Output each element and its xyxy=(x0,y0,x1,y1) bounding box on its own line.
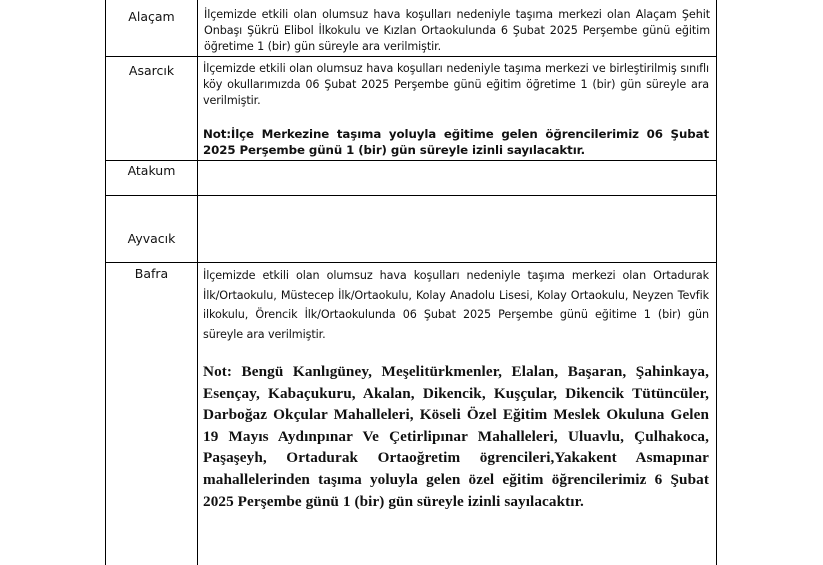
district-description xyxy=(204,7,710,55)
column-divider xyxy=(197,263,198,565)
district-name: Alaçam xyxy=(128,9,175,24)
district-name: Bafra xyxy=(134,266,169,281)
column-divider xyxy=(197,57,198,160)
description-text: İlçemizde etkili olan olumsuz hava koşulları nedeniyle taşıma merkezi ve birleştirilmiş sınıflı köy okullarımızda 06 Şubat 2025 Perşembe günü eğitim öğretime 1 (bir) gün süreyle ara verilmiştir. xyxy=(203,62,709,107)
district-name: Ayvacık xyxy=(127,231,176,246)
district-name: Asarcık xyxy=(128,63,175,78)
district-description xyxy=(203,61,709,158)
description-text: İlçemizde etkili olan olumsuz hava koşulları nedeniyle taşıma merkezi olan Ortadurak İlk/Ortaokulu, Müstecep İlk/Ortaokulu, Kolay Anadolu Lisesi, Kolay Ortaokulu, Neyzen Tevfik ilkokulu, Örencik İlk/Ortaokulunda 06 Şubat 2025 Perşembe günü eğitime 1 (bir) gün süreyle ara verilmiştir. xyxy=(203,269,709,341)
table-row-bafra xyxy=(105,263,717,565)
column-divider xyxy=(197,161,198,195)
district-name: Atakum xyxy=(127,163,176,178)
column-divider xyxy=(197,0,198,56)
column-divider xyxy=(197,196,198,262)
table-row-asarcik xyxy=(105,57,717,161)
district-description xyxy=(203,266,709,512)
note-text: Not:İlçe Merkezine taşıma yoluyla eğitime gelen öğrencilerimiz 06 Şubat 2025 Perşembe günü 1 (bir) gün süreyle izinli sayılacaktır. xyxy=(203,127,709,157)
table-row-ayvacik xyxy=(105,196,717,263)
note-text: Not: Bengü Kanlıgüney, Meşelitürkmenler, Elalan, Başaran, Şahinkaya, Esençay, Kabaçukuru, Akalan, Dikencik, Kuşçular, Dikencik Tütüncüler, Darboğaz Okçular Mahalleleri, Köseli Özel Eğitim Meslek Okuluna Gelen 19 Mayıs Aydınpınar Ve Çetirlipınar Mahalleleri, Uluavlu, Çulhakoca, Paşaşeyh, Ortadurak Ortaoğretim ögrencileri,Yakakent Asmapınar mahallelerinden taşıma yoluyla gelen özel eğitim öğrencilerimiz 6 Şubat 2025 Perşembe günü 1 (bir) gün süreyle izinli sayılacaktır. xyxy=(203,363,709,510)
description-text: İlçemizde etkili olan olumsuz hava koşulları nedeniyle taşıma merkezi olan Alaçam Şehit Onbaşı Şükrü Elibol İlkokulu ve Kızlan Ortaokulunda 6 Şubat 2025 Perşembe günü eğitim öğretime 1 (bir) gün süreyle ara verilmiştir. xyxy=(204,8,710,53)
table-row-atakum xyxy=(105,161,717,196)
table-row-alacam xyxy=(105,0,717,57)
